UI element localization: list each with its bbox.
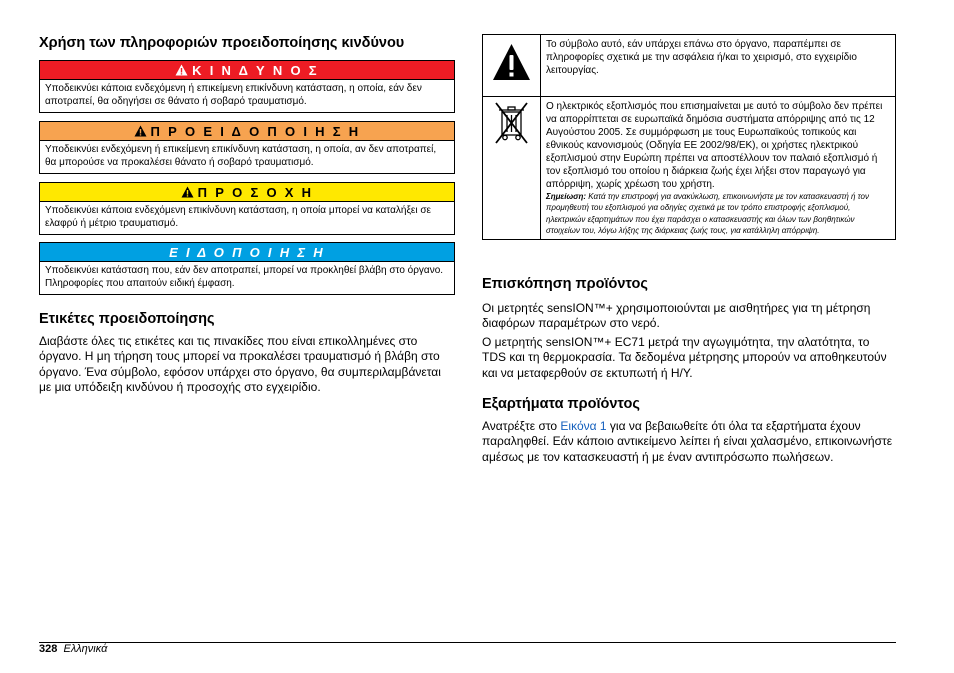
caution-text: Υποδεικνύει κάποια ενδεχόμενη επικίνδυνη κατάσταση, η οποία μπορεί να καταλήξει σε ελαφρύ ή μέτριο τραυματισμό. xyxy=(45,205,432,230)
caution-box xyxy=(39,182,455,235)
caution-label: Π Ρ Ο Σ Ο Χ Η xyxy=(197,184,314,200)
symbol-description xyxy=(541,97,896,240)
note-label: Σημείωση: xyxy=(546,192,587,201)
symbol-description: Το σύμβολο αυτό, εάν υπάρχει επάνω στο όργανο, παραπέμπει σε πληροφορίες σχετικά με την ασφάλεια ή/και το χειρισμό, στο εγχειρίδιο λειτουργίας. xyxy=(541,35,896,97)
page-number: 328 xyxy=(39,643,58,655)
warning-label: Π Ρ Ο Ε Ι Δ Ο Π Ο Ι Η Σ Η xyxy=(150,123,361,139)
labels-paragraph: Διαβάστε όλες τις ετικέτες και τις πινακίδες που είναι επικολλημένες στο όργανο. Η μη τήρηση τους μπορεί να προκαλέσει τραυματισμό ή βλάβη στο όργανο. Ένα σύμβολο, εφόσον υπάρχει στο όργανο, θα συμπεριλαμβάνεται με μια υπόδειξη κινδύνου ή προσοχής στο εγχειρίδιο. xyxy=(39,334,441,394)
weee-text: Ο ηλεκτρικός εξοπλισμός που επισημαίνεται με αυτό το σύμβολο δεν πρέπει να απορρίπτεται σε ευρωπαϊκά δημόσια συστήματα απόρριψης από τις 12 Αυγούστου 2005. Σε συμμόρφωση με τους Ευρωπαϊκούς τοπικούς και εθνικούς κανονισμούς (Οδηγία ΕΕ 2002/98/ΕΚ), οι χρήστες ηλεκτρικού εξοπλισμού στην Ευρώπη πρέπει να αποστέλλουν τον παλαιό εξοπλισμό ή τον εξοπλισμό του οποίου η διάρκεια ζωής έχει λήξει στον παραγωγό για απόρριψη, χωρίς χρέωση του χρήστη. xyxy=(546,101,883,190)
warning-triangle-icon xyxy=(181,186,194,198)
components-text-post: για να βεβαιωθείτε ότι όλα τα εξαρτήματα έχουν παραληφθεί. Εάν κάποιο αντικείμενο λείπει ή είναι χαλασμένο, επικοινωνήστε αμέσως με τον κατασκευαστή ή με έναν αντιπρόσωπο πωλήσεων. xyxy=(482,419,893,464)
symbols-table xyxy=(482,34,896,240)
danger-label: Κ Ι Ν Δ Υ Ν Ο Σ xyxy=(192,62,319,78)
notice-box xyxy=(39,242,455,295)
figure-1-link[interactable]: Εικόνα 1 xyxy=(560,419,607,433)
symbol-cell xyxy=(483,35,541,97)
section-heading-overview: Επισκόπηση προϊόντος xyxy=(482,276,648,292)
section-heading-labels: Ετικέτες προειδοποίησης xyxy=(39,311,215,327)
notice-label: Ε Ι Δ Ο Π Ο Ι Η Σ Η xyxy=(169,244,325,260)
table-row xyxy=(483,97,896,240)
caution-header xyxy=(40,183,454,202)
danger-box xyxy=(39,60,455,113)
footer-divider xyxy=(39,642,896,643)
overview-paragraph-2: Ο μετρητής sensION™+ EC71 μετρά την αγωγιμότητα, την αλατότητα, το TDS και τη θερμοκρασία. Τα δεδομένα μέτρησης μπορούν να αποθηκευτούν και να μεταφερθούν σε εκτυπωτή ή Η/Υ. xyxy=(482,335,887,380)
components-paragraph xyxy=(482,419,896,465)
overview-paragraph-1: Οι μετρητές sensION™+ χρησιμοποιούνται με αισθητήρες για τη μέτρηση διαφόρων παραμέτρων στο νερό. xyxy=(482,301,871,331)
footer xyxy=(39,643,107,656)
warning-triangle-icon xyxy=(483,35,540,91)
weee-note xyxy=(546,191,890,237)
footer-language: Ελληνικά xyxy=(63,643,108,655)
components-text-pre: Ανατρέξτε στο xyxy=(482,419,561,433)
notice-text: Υποδεικνύει κατάσταση που, εάν δεν αποτραπεί, μπορεί να προκληθεί βλάβη στο όργανο. Πληροφορίες που απαιτούν ειδική έμφαση. xyxy=(45,265,444,290)
danger-header xyxy=(40,61,454,80)
section-heading-components: Εξαρτήματα προϊόντος xyxy=(482,396,640,412)
warning-triangle-icon xyxy=(175,64,188,76)
section-heading-hazard-info: Χρήση των πληροφοριών προειδοποίησης κινδύνου xyxy=(39,35,405,51)
table-row xyxy=(483,35,896,97)
crossed-out-bin-icon xyxy=(483,97,540,169)
note-text: Κατά την επιστροφή για ανακύκλωση, επικοινωνήστε με τον κατασκευαστή ή τον προμηθευτή του εξοπλισμού για οδηγίες σχετικά με τον τρόπο επιστροφής εξοπλισμού, ηλεκτρικών εξαρτημάτων που έχει παράσχει ο κατασκευαστής και όλων των βοηθητικών στοιχείων του, λόγω λήξης της διάρκειας ζωής τους, για κατάλληλη απόρριψη. xyxy=(546,192,869,236)
warning-box xyxy=(39,121,455,174)
warning-text: Υποδεικνύει ενδεχόμενη ή επικείμενη επικίνδυνη κατάσταση, η οποία, αν δεν αποτραπεί, θα μπορούσε να προκαλέσει θάνατο ή σοβαρό τραυματισμό. xyxy=(45,144,437,169)
symbol-cell xyxy=(483,97,541,240)
danger-text: Υποδεικνύει κάποια ενδεχόμενη ή επικείμενη επικίνδυνη κατάσταση, η οποία, εάν δεν αποτραπεί, θα οδηγήσει σε θάνατο ή σοβαρό τραυματισμό. xyxy=(45,83,422,108)
warning-triangle-icon xyxy=(134,125,147,137)
warning-header xyxy=(40,122,454,141)
notice-header xyxy=(40,243,454,262)
